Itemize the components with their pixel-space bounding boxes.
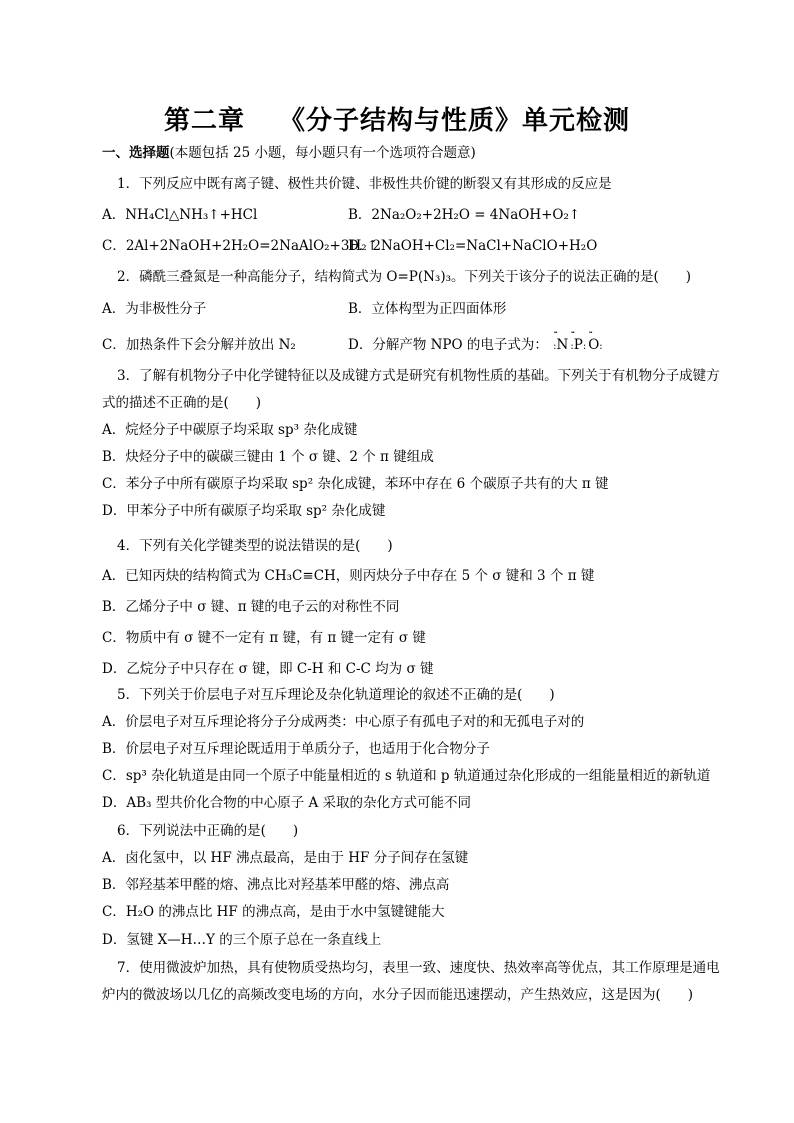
question-2-option-b: B．立体构型为正四面体形 (348, 301, 507, 317)
question-4-stem: 4．下列有关化学键类型的说法错误的是( ) (117, 538, 393, 554)
question-2-option-c: C．加热条件下会分解并放出 N₂ (102, 337, 296, 353)
question-2-option-d-text: D．分解产物 NPO 的电子式为： (348, 337, 548, 353)
question-6-option-a: A．卤化氢中，以 HF 沸点最高，是由于 HF 分子间存在氢键 (102, 850, 469, 866)
section-label: 一、选择题 (102, 145, 170, 161)
question-3-option-d: D．甲苯分子中所有碳原子均采取 sp² 杂化成键 (102, 503, 386, 519)
electron-atom-o: ·· O: (588, 336, 602, 356)
question-5-option-c: C．sp³ 杂化轨道是由同一个原子中能量相近的 s 轨道和 p 轨道通过杂化形成的一组能量相近的新轨道 (102, 768, 711, 784)
question-2-option-a: A．为非极性分子 (102, 301, 207, 317)
question-1-option-b: B．2Na₂O₂+2H₂O = 4NaOH+O₂↑ (348, 207, 581, 223)
question-1-option-d: D．2NaOH+Cl₂=NaCl+NaClO+H₂O (348, 238, 598, 254)
question-3-option-a: A．烷烃分子中碳原子均采取 sp³ 杂化成键 (102, 422, 358, 438)
electron-atom-p: ·· :P: (570, 336, 586, 356)
question-3-option-b: B．炔烃分子中的碳碳三键由 1 个 σ 键、2 个 π 键组成 (102, 449, 434, 465)
page-title (0, 100, 794, 137)
electron-atom-n: ·· :N (553, 336, 568, 356)
question-3-stem-line2: 式的描述不正确的是( ) (102, 395, 262, 411)
question-4-option-d: D．乙烷分子中只存在 σ 键，即 C-H 和 C-C 均为 σ 键 (102, 661, 434, 677)
question-1-option-c: C．2Al+2NaOH+2H₂O=2NaAlO₂+3H₂↑ (102, 238, 378, 254)
question-6-option-d: D．氢键 X—H…Y 的三个原子总在一条直线上 (102, 932, 382, 948)
question-1-option-a: A．NH₄Cl△NH₃↑+HCl (102, 207, 258, 223)
chapter-name: 《分子结构与性质》单元检测 (279, 106, 631, 136)
question-6-option-b: B．邻羟基苯甲醛的熔、沸点比对羟基苯甲醛的熔、沸点高 (102, 877, 450, 893)
question-3-stem-line1: 3．了解有机物分子中化学键特征以及成键方式是研究有机物性质的基础。下列关于有机物分子成键方 (117, 368, 720, 384)
question-5-option-d: D．AB₃ 型共价化合物的中心原子 A 采取的杂化方式可能不同 (102, 795, 472, 811)
question-1-stem: 1．下列反应中既有离子键、极性共价键、非极性共价键的断裂又有其形成的反应是 (117, 176, 612, 192)
section-heading (102, 144, 476, 162)
question-6-option-c: C．H₂O 的沸点比 HF 的沸点高，是由于水中氢键键能大 (102, 904, 445, 920)
question-4-option-c: C．物质中有 σ 键不一定有 π 键，有 π 键一定有 σ 键 (102, 630, 426, 646)
electron-formula (552, 337, 603, 353)
question-4-option-b: B．乙烯分子中 σ 键、π 键的电子云的对称性不同 (102, 599, 400, 615)
question-5-option-a: A．价层电子对互斥理论将分子分成两类：中心原子有孤电子对的和无孤电子对的 (102, 714, 585, 730)
question-5-stem: 5．下列关于价层电子对互斥理论及杂化轨道理论的叙述不正确的是( ) (117, 687, 555, 703)
question-6-stem: 6．下列说法中正确的是( ) (117, 823, 299, 839)
section-note: (本题包括 25 小题，每小题只有一个选项符合题意) (169, 145, 476, 161)
question-4-option-a: A．已知丙炔的结构简式为 CH₃C≡CH，则丙炔分子中存在 5 个 σ 键和 3 个 π 键 (102, 568, 595, 584)
question-2-stem: 2．磷酰三叠氮是一种高能分子，结构简式为 O=P(N₃)₃。下列关于该分子的说法正确的是( ) (117, 269, 692, 285)
chapter-label: 第二章 (163, 106, 245, 136)
question-5-option-b: B．价层电子对互斥理论既适用于单质分子，也适用于化合物分子 (102, 741, 490, 757)
question-3-option-c: C．苯分子中所有碳原子均采取 sp² 杂化成键，苯环中存在 6 个碳原子共有的大 π 键 (102, 476, 609, 492)
question-7-stem-line1: 7．使用微波炉加热，具有使物质受热均匀，表里一致、速度快、热效率高等优点，其工作原理是通电 (117, 960, 720, 976)
question-7-stem-line2: 炉内的微波场以几亿的高频改变电场的方向，水分子因而能迅速摆动，产生热效应，这是因为( ) (102, 987, 694, 1003)
question-2-option-d (348, 336, 604, 356)
